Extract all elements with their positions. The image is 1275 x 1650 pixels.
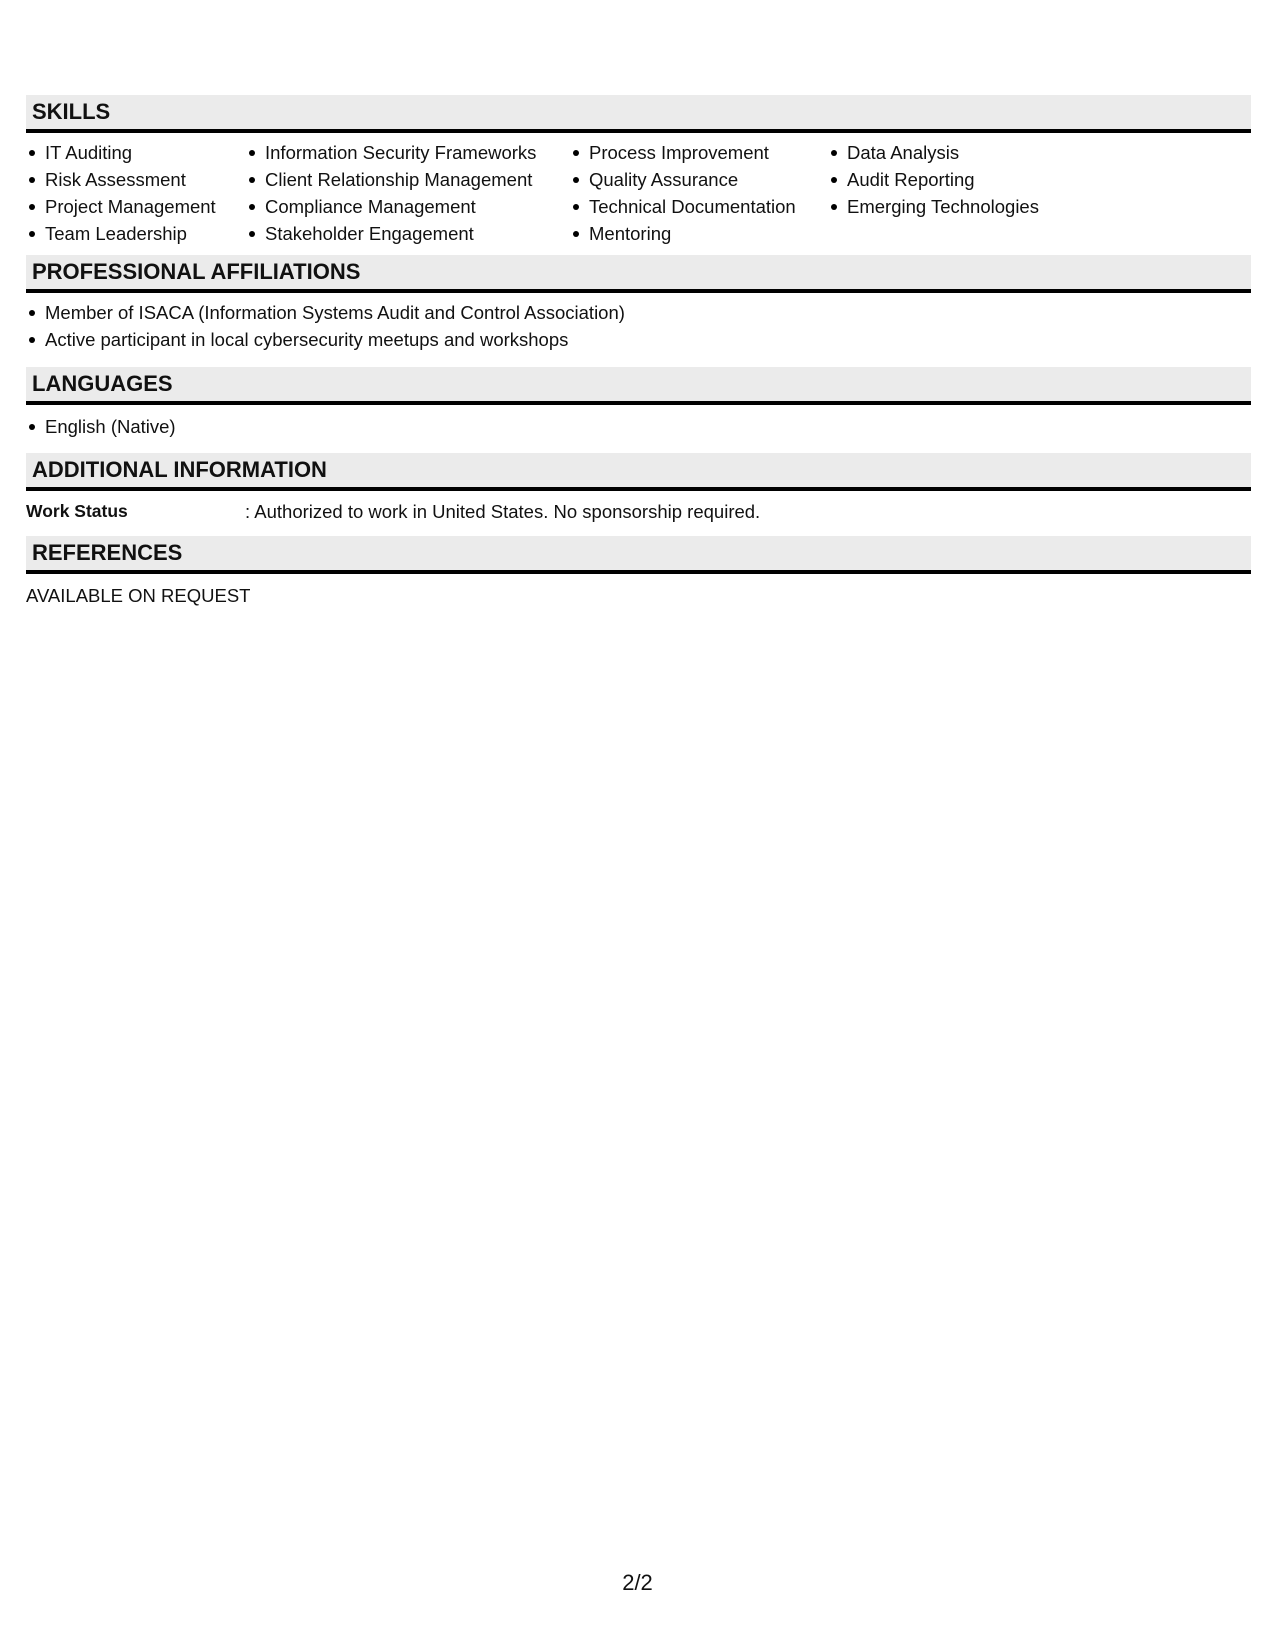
skill-item: Audit Reporting xyxy=(847,166,1107,193)
skills-column-1 xyxy=(26,139,246,247)
languages-heading: LANGUAGES xyxy=(26,367,1251,405)
affiliations-list xyxy=(26,299,1251,353)
affiliations-body xyxy=(26,293,1251,367)
affiliations-section xyxy=(26,255,1251,367)
affiliations-heading: PROFESSIONAL AFFILIATIONS xyxy=(26,255,1251,293)
work-status-row xyxy=(26,491,1251,536)
skill-item: Data Analysis xyxy=(847,139,1107,166)
skill-item: Technical Documentation xyxy=(589,193,828,220)
skill-item: Emerging Technologies xyxy=(847,193,1107,220)
skill-item: Risk Assessment xyxy=(45,166,246,193)
work-status-value: : Authorized to work in United States. No sponsorship required. xyxy=(245,501,761,522)
references-heading: REFERENCES xyxy=(26,536,1251,574)
affiliation-item: Member of ISACA (Information Systems Audit and Control Association) xyxy=(45,299,1251,326)
resume-page xyxy=(26,95,1251,609)
work-status-label: Work Status xyxy=(26,501,128,521)
skill-item: Process Improvement xyxy=(589,139,828,166)
skills-column-3 xyxy=(570,139,828,247)
skill-item: Compliance Management xyxy=(265,193,570,220)
skills-grid xyxy=(26,133,1251,255)
additional-info-heading: ADDITIONAL INFORMATION xyxy=(26,453,1251,491)
skills-heading: SKILLS xyxy=(26,95,1251,133)
languages-section xyxy=(26,367,1251,453)
language-item: English (Native) xyxy=(45,413,1251,440)
skills-column-2 xyxy=(246,139,570,247)
skill-item: Information Security Frameworks xyxy=(265,139,570,166)
references-text: AVAILABLE ON REQUEST xyxy=(26,585,251,606)
skills-section xyxy=(26,95,1251,255)
skill-item: Quality Assurance xyxy=(589,166,828,193)
affiliation-item: Active participant in local cybersecurity meetups and workshops xyxy=(45,326,1251,353)
languages-body xyxy=(26,405,1251,453)
skill-item: Stakeholder Engagement xyxy=(265,220,570,247)
languages-list xyxy=(26,413,1251,440)
skills-column-4 xyxy=(828,139,1107,247)
additional-info-section xyxy=(26,453,1251,536)
skill-item: Project Management xyxy=(45,193,246,220)
skill-item: IT Auditing xyxy=(45,139,246,166)
skill-item: Mentoring xyxy=(589,220,828,247)
page-number: 2/2 xyxy=(622,1570,653,1595)
skill-item: Team Leadership xyxy=(45,220,246,247)
skill-item: Client Relationship Management xyxy=(265,166,570,193)
references-section xyxy=(26,536,1251,609)
